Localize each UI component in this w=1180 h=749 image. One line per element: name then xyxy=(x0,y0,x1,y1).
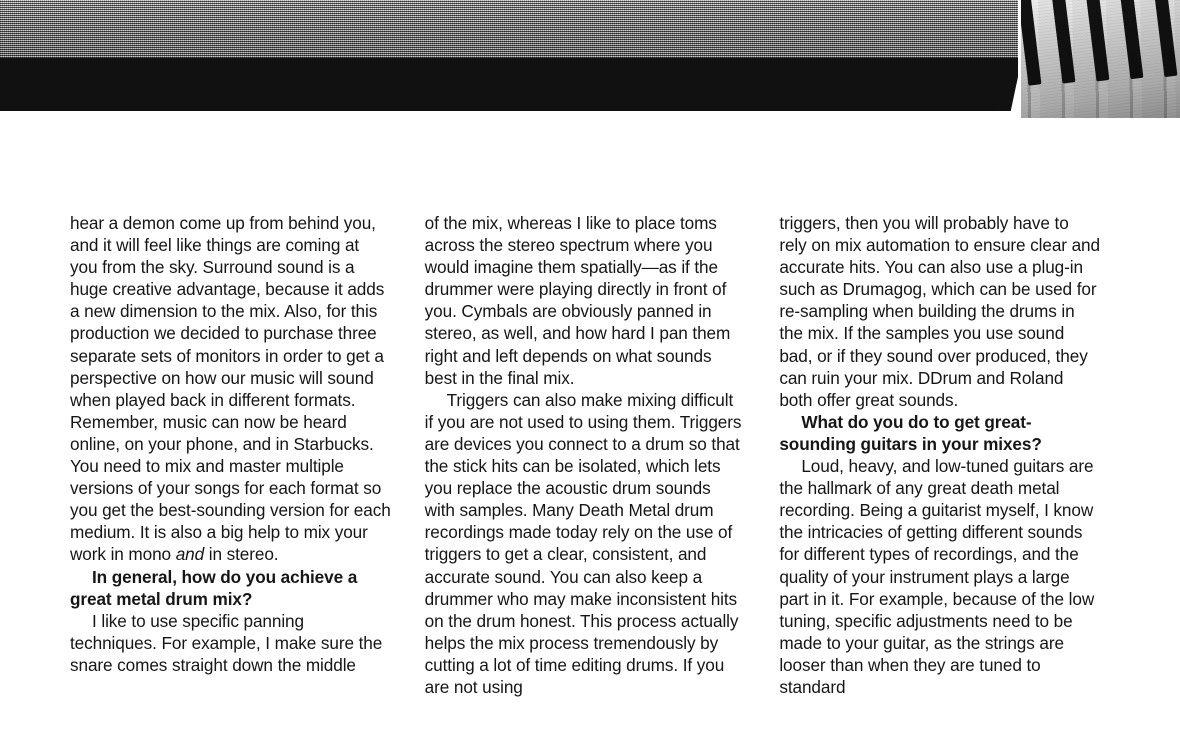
paragraph-text: hear a demon come up from behind you, and it will feel like things are coming at you from the sky. Surround sound is a huge creative advantage, because it adds a new dimension to the mix. Also, for this production we decided to purchase three separate sets of monitors in order to get a perspective on how our music will sound when played back in different formats. Remember, music can now be heard online, on your phone, and in Starbucks. You need to mix and master multiple versions of your songs for each format so you get the best-sounding version for each medium. It is also a big help to mix your work in mono xyxy=(70,213,391,565)
column-2 xyxy=(425,212,746,698)
emphasis-word: and xyxy=(175,544,205,565)
photo-shadow-overlay xyxy=(1018,0,1180,118)
paragraph-text-tail: in stereo. xyxy=(204,544,279,565)
article-body xyxy=(70,212,1100,698)
paragraph: of the mix, whereas I like to place toms across the stereo spectrum where you would imagine them spatially—as if the drummer were playing directly in front of you. Cymbals are obviously panned in stereo, as well, and how hard I pan them right and left depends on what sounds best in the final mix. xyxy=(424,213,731,388)
paragraph: triggers, then you will probably have to rely on mix automation to ensure clear and accurate hits. You can also use a plug-in such as Drumagog, which can be used for re-sampling when building the drums in the mix. If the samples you use sound bad, or if they sound over produced, they can ruin your mix. DDrum and Roland both offer great sounds. xyxy=(779,213,1100,410)
header-white-gap xyxy=(0,111,1180,120)
page-header xyxy=(0,0,1180,120)
column-3 xyxy=(779,212,1100,698)
black-header-band xyxy=(0,58,1010,111)
piano-keys-white xyxy=(1018,0,1180,118)
paragraph: Loud, heavy, and low-tuned guitars are the hallmark of any great death metal recording. Being a guitarist myself, I know the intricacies of getting different sounds for different types of recordings, and the quality of your instrument plays a large part in it. For example, because of the low tuning, specific adjustments need to be made to your guitar, as the strings are looser than when they are tuned to standard xyxy=(779,456,1095,697)
paragraph xyxy=(70,212,391,566)
halftone-band-left xyxy=(0,0,1010,58)
paragraph: I like to use specific panning techniques. For example, I make sure the snare comes straight down the middle xyxy=(70,610,383,675)
piano-keyboard-photo xyxy=(1018,0,1180,118)
paragraph: Triggers can also make mixing difficult if you are not used to using them. Triggers are devices you connect to a drum so that the stick hits can be isolated, which lets you replace the acoustic drum sounds with samples. Many Death Metal drum recordings made today rely on the use of triggers to get a clear, consistent, and accurate sound. You can also keep a drummer who may make inconsistent hits on the drum honest. This process actually helps the mix process tremendously by cutting a lot of time editing drums. If you are not using xyxy=(424,389,742,697)
photo-left-margin xyxy=(1018,0,1021,118)
pull-question: What do you do to get great-sounding guitars in your mixes? xyxy=(779,411,1042,454)
column-1 xyxy=(70,212,391,698)
pull-question: In general, how do you achieve a great metal drum mix? xyxy=(70,566,358,609)
